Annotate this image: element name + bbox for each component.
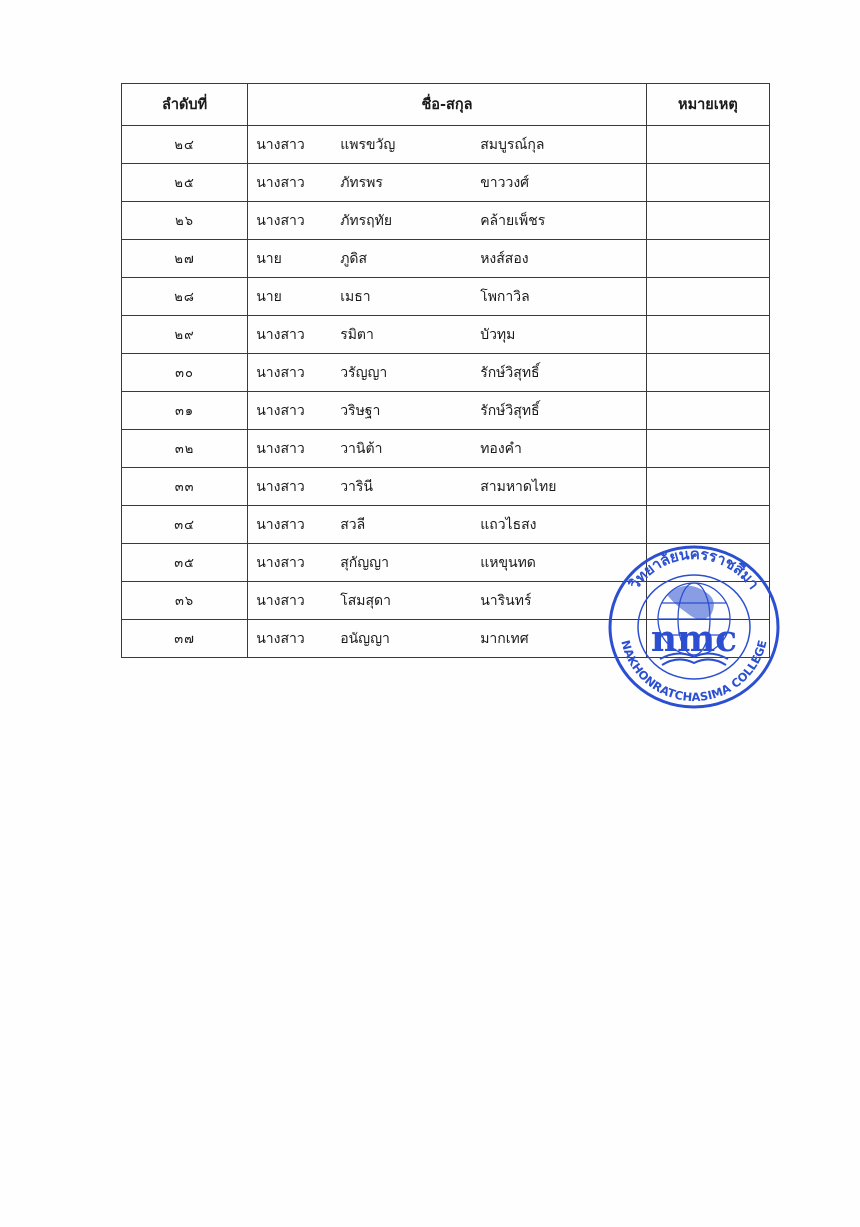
name-cell: [248, 316, 646, 353]
first-name: ภัทรฤทัย: [340, 212, 393, 229]
row-fullname: [248, 126, 647, 164]
name-prefix: นางสาว: [256, 592, 305, 609]
name-prefix: นางสาว: [256, 174, 305, 191]
name-prefix: นางสาว: [256, 478, 305, 495]
row-fullname: [248, 392, 647, 430]
name-prefix: นางสาว: [256, 326, 305, 343]
name-cell: [248, 506, 646, 543]
row-fullname: [248, 468, 647, 506]
row-note: [646, 468, 769, 506]
last-name: สมบูรณ์กุล: [480, 136, 545, 153]
seal-text-top: วิทยาลัยนครราชสีมา: [625, 544, 763, 593]
row-number: ๒๔: [122, 126, 248, 164]
name-prefix: นางสาว: [256, 516, 305, 533]
first-name: สุกัญญา: [340, 554, 389, 571]
row-note: [646, 430, 769, 468]
row-fullname: [248, 544, 647, 582]
table-header-row: [122, 84, 770, 126]
table-row: [122, 202, 770, 240]
table-row: [122, 126, 770, 164]
name-cell: [248, 202, 646, 239]
table-row: [122, 392, 770, 430]
table-row: [122, 506, 770, 544]
row-number: ๓๕: [122, 544, 248, 582]
name-cell: [248, 278, 646, 315]
name-cell: [248, 354, 646, 391]
row-note: [646, 164, 769, 202]
name-prefix: นาย: [256, 250, 282, 267]
first-name: สวลี: [340, 516, 366, 533]
first-name: แพรขวัญ: [340, 136, 396, 153]
row-number: ๒๘: [122, 278, 248, 316]
row-number: ๓๒: [122, 430, 248, 468]
name-cell: [248, 582, 646, 619]
seal-monogram: nmc: [650, 618, 738, 660]
name-cell: [248, 430, 646, 467]
table-row: [122, 240, 770, 278]
first-name: วานิต้า: [340, 440, 383, 457]
table-row: [122, 278, 770, 316]
row-number: ๓๔: [122, 506, 248, 544]
row-number: ๓๗: [122, 620, 248, 658]
first-name: วารินี: [340, 478, 373, 495]
row-note: [646, 240, 769, 278]
name-cell: [248, 544, 646, 581]
name-cell: [248, 126, 646, 163]
name-prefix: นางสาว: [256, 212, 305, 229]
name-prefix: นางสาว: [256, 630, 305, 647]
last-name: แหขุนทด: [480, 554, 536, 571]
row-number: ๓๐: [122, 354, 248, 392]
table-row: [122, 316, 770, 354]
row-number: ๒๗: [122, 240, 248, 278]
row-number: ๓๖: [122, 582, 248, 620]
first-name: วรัญญา: [340, 364, 388, 381]
first-name: รมิตา: [340, 326, 374, 343]
name-prefix: นางสาว: [256, 136, 305, 153]
row-number: ๓๓: [122, 468, 248, 506]
row-fullname: [248, 582, 647, 620]
college-seal-stamp: [606, 543, 782, 711]
name-prefix: นางสาว: [256, 440, 305, 457]
first-name: เมธา: [340, 288, 371, 305]
table-row: [122, 164, 770, 202]
last-name: แถวไธสง: [480, 516, 537, 533]
last-name: ทองคำ: [480, 440, 522, 457]
name-cell: [248, 620, 646, 657]
last-name: สามหาดไทย: [480, 478, 557, 495]
name-cell: [248, 240, 646, 277]
name-prefix: นางสาว: [256, 364, 305, 381]
first-name: วริษฐา: [340, 402, 381, 419]
last-name: คล้ายเพ็ชร: [480, 212, 546, 229]
last-name: บัวทุม: [480, 326, 516, 343]
row-note: [646, 316, 769, 354]
last-name: ขาววงศ์: [480, 174, 530, 191]
row-fullname: [248, 240, 647, 278]
table-row: [122, 430, 770, 468]
seal-text-bottom: NAKHONRATCHASIMA COLLEGE: [618, 638, 770, 705]
row-note: [646, 392, 769, 430]
row-fullname: [248, 202, 647, 240]
table-row: [122, 468, 770, 506]
last-name: โพกาวิล: [480, 288, 530, 305]
first-name: ภัทรพร: [340, 174, 383, 191]
row-fullname: [248, 620, 647, 658]
header-note: หมายเหตุ: [646, 84, 769, 126]
header-name: ชื่อ-สกุล: [248, 84, 647, 126]
name-prefix: นางสาว: [256, 554, 305, 571]
row-fullname: [248, 316, 647, 354]
header-no: ลำดับที่: [122, 84, 248, 126]
row-number: ๒๖: [122, 202, 248, 240]
first-name: อนัญญา: [340, 630, 390, 647]
row-fullname: [248, 278, 647, 316]
last-name: รักษ์วิสุทธิ์: [480, 364, 540, 381]
row-fullname: [248, 164, 647, 202]
first-name: โสมสุดา: [340, 592, 391, 609]
row-fullname: [248, 354, 647, 392]
last-name: รักษ์วิสุทธิ์: [480, 402, 540, 419]
first-name: ภูดิส: [340, 250, 368, 267]
table-row: [122, 354, 770, 392]
row-fullname: [248, 506, 647, 544]
row-note: [646, 354, 769, 392]
row-number: ๒๕: [122, 164, 248, 202]
name-cell: [248, 468, 646, 505]
row-fullname: [248, 430, 647, 468]
row-number: ๓๑: [122, 392, 248, 430]
row-note: [646, 202, 769, 240]
row-note: [646, 278, 769, 316]
row-number: ๒๙: [122, 316, 248, 354]
name-cell: [248, 164, 646, 201]
last-name: หงส์สอง: [480, 250, 529, 267]
row-note: [646, 126, 769, 164]
name-cell: [248, 392, 646, 429]
last-name: มากเทศ: [480, 630, 529, 647]
name-prefix: นางสาว: [256, 402, 305, 419]
name-prefix: นาย: [256, 288, 282, 305]
row-note: [646, 506, 769, 544]
last-name: นารินทร์: [480, 592, 532, 609]
